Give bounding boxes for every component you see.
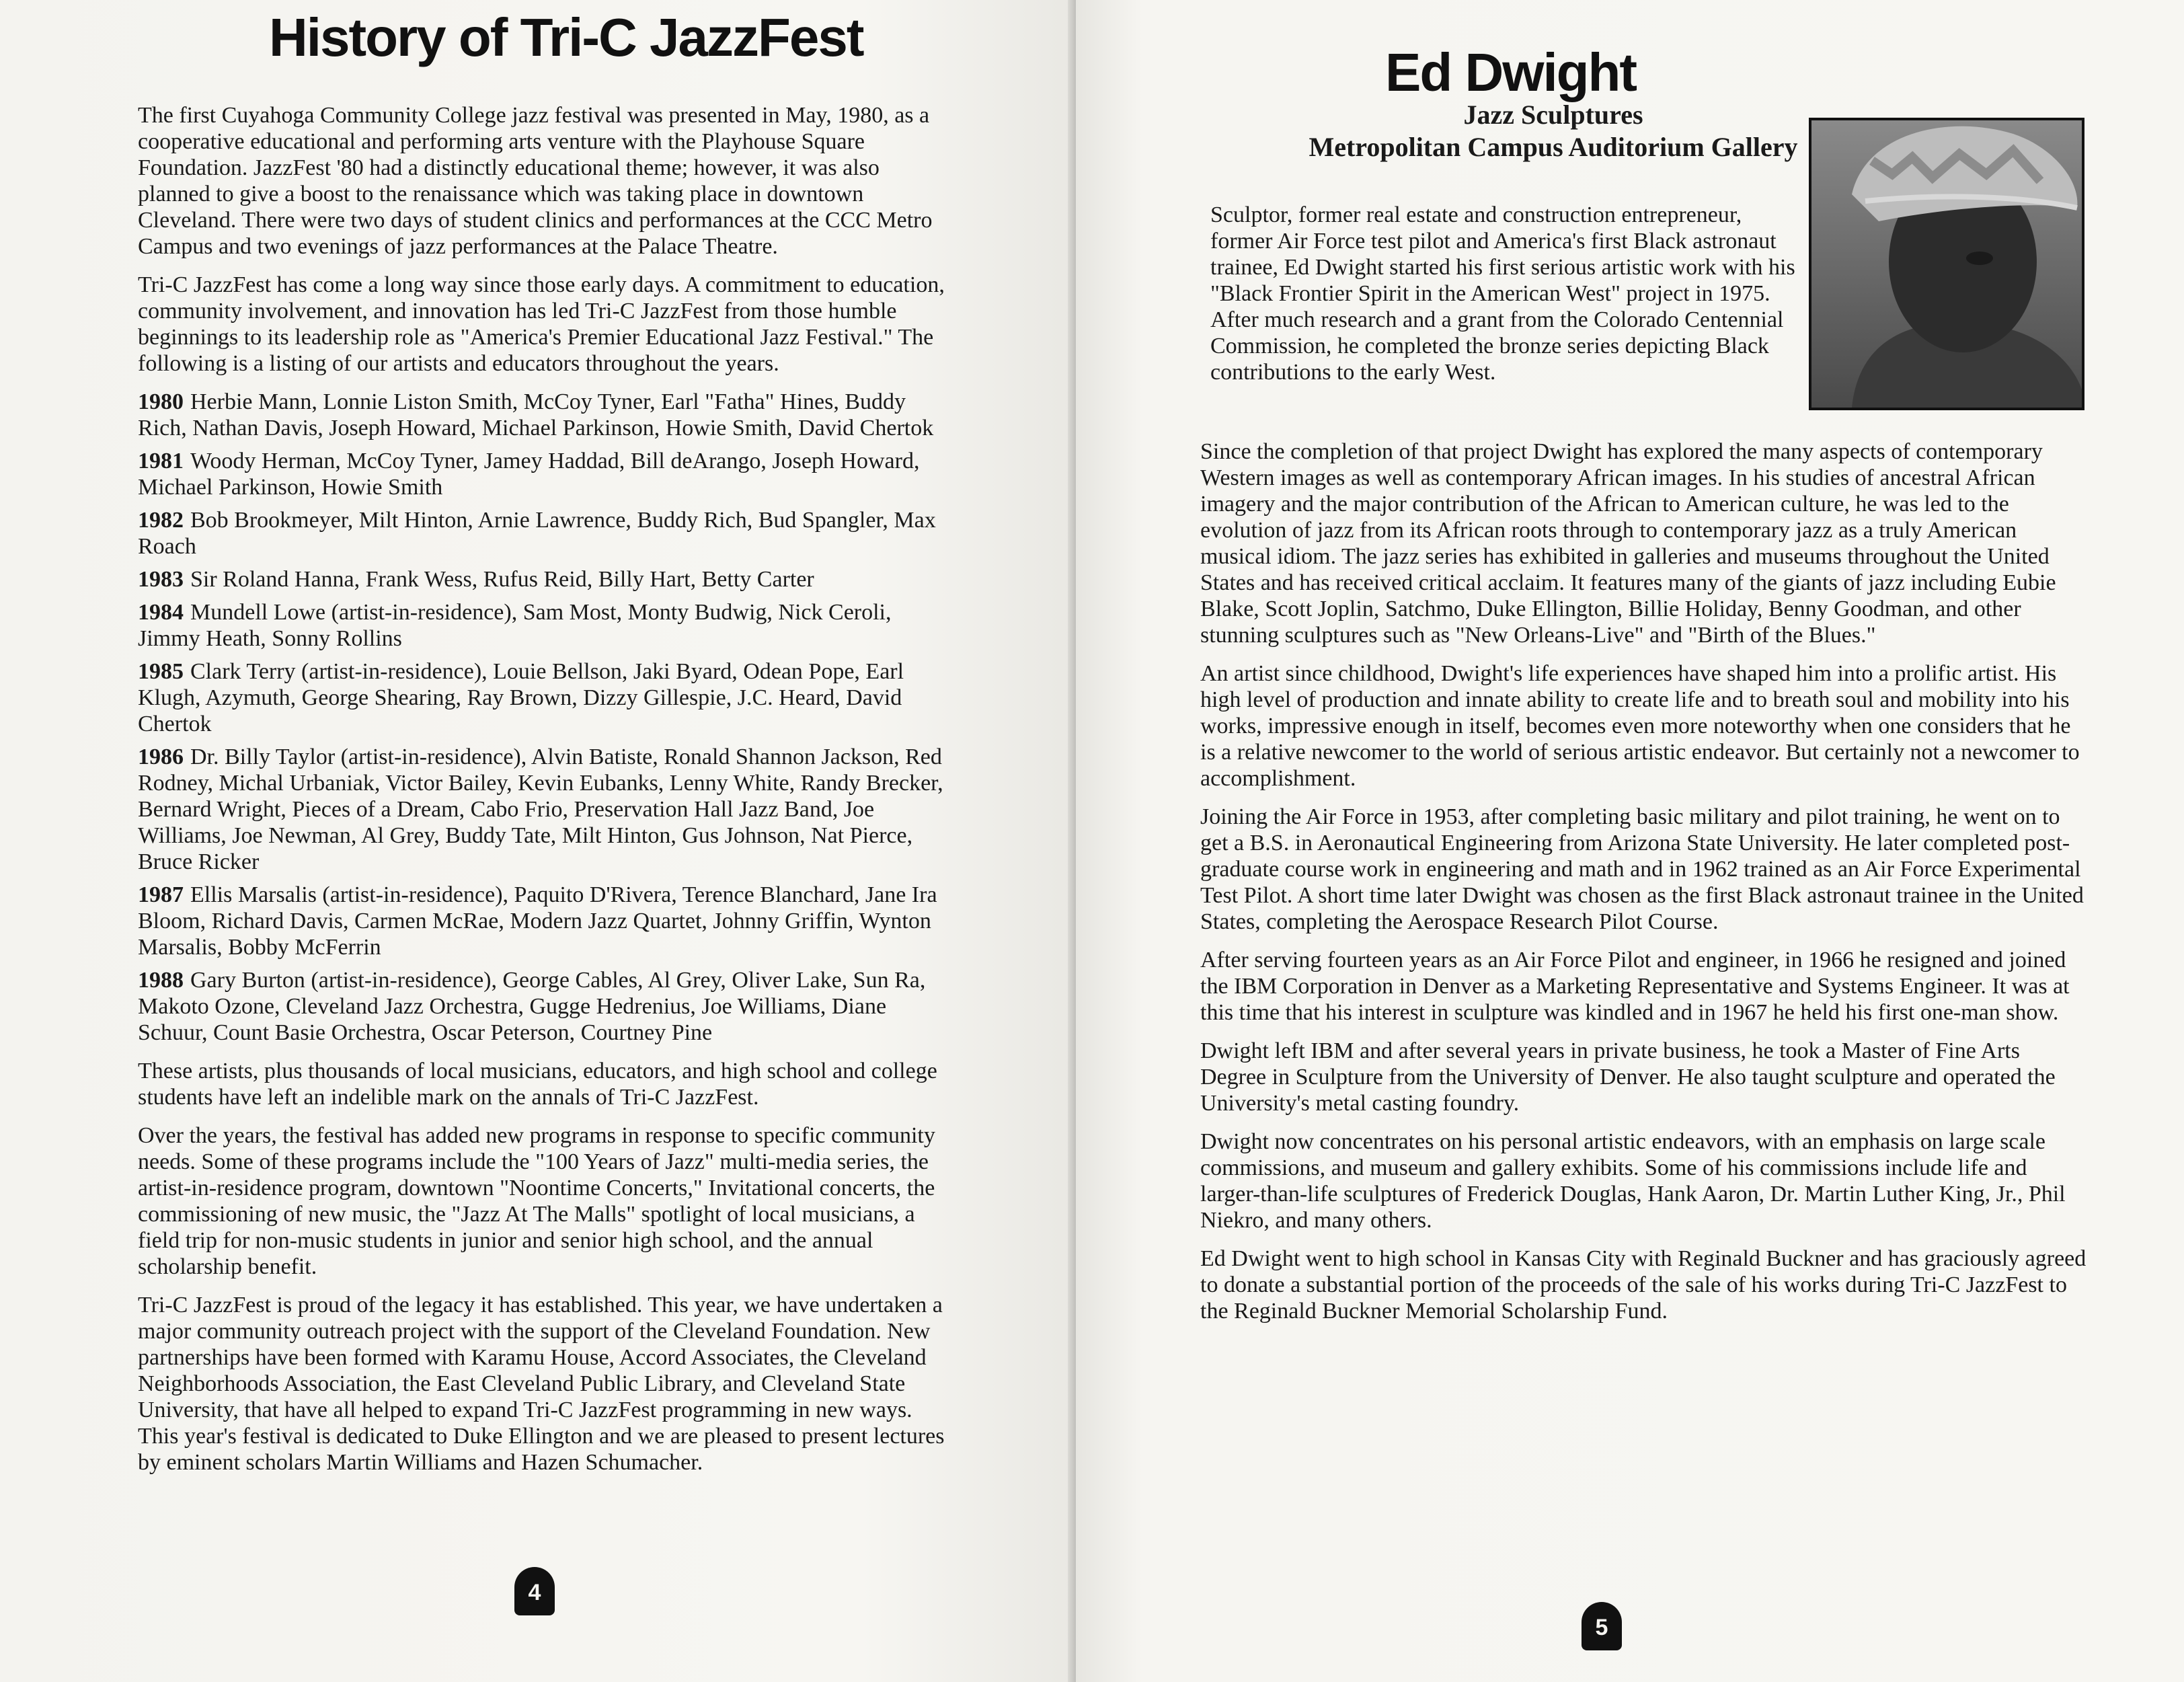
exhibit-subtitle: Jazz Sculptures [1463, 100, 1643, 130]
year-entry [138, 967, 948, 1046]
year-artists: Sir Roland Hanna, Frank Wess, Rufus Reid, Billy Hart, Betty Carter [190, 567, 814, 592]
history-text [138, 102, 948, 1488]
year-entry [138, 658, 948, 737]
bio-paragraph: Dwight left IBM and after several years in private business, he took a Master of Fine Arts Degree in Sculpture from the University of Denver. He also taught sculpture and operated the University's metal casting foundry. [1200, 1038, 2056, 1116]
intro-paragraph: Sculptor, former real estate and construction entrepreneur, former Air Force test pilot and America's first Black astronaut trainee, Ed Dwight started his first serious artistic work with his "Black Frontier Spirit in the American West" project in 1975. After much research and a grant from the Colorado Centennial Commission, he completed the bronze series depicting Black contributions to the early West. [1210, 202, 1795, 385]
year-entry [138, 389, 948, 441]
year-label: 1986 [138, 744, 184, 769]
year-artists: Clark Terry (artist-in-residence), Louie Bellson, Jaki Byard, Odean Pope, Earl Klugh, Azymuth, George Shearing, Ray Brown, Dizzy Gillespie, J.C. Heard, David Chertok [138, 659, 904, 736]
year-label: 1981 [138, 449, 184, 473]
closing-paragraph: These artists, plus thousands of local musicians, educators, and high school and college students have left an indelible mark on the annals of Tri-C JazzFest. [138, 1059, 937, 1110]
year-artists: Gary Burton (artist-in-residence), George Cables, Al Grey, Oliver Lake, Sun Ra, Makoto Ozone, Cleveland Jazz Orchestra, Gugge Hedrenius, Joe Williams, Diane Schuur, Count Basie Orchestra, Oscar Peterson, Courtney Pine [138, 968, 926, 1045]
year-artists: Mundell Lowe (artist-in-residence), Sam Most, Monty Budwig, Nick Ceroli, Jimmy Heath, Sonny Rollins [138, 600, 892, 651]
year-artists: Bob Brookmeyer, Milt Hinton, Arnie Lawrence, Buddy Rich, Bud Spangler, Max Roach [138, 508, 936, 559]
left-page [0, 0, 1076, 1682]
bio-paragraph: After serving fourteen years as an Air Force Pilot and engineer, in 1966 he resigned and joined the IBM Corporation in Denver as a Marketing Representative and Systems Engineer. It was at this time that his interest in sculpture was kindled and in 1967 he held his first one-man show. [1200, 948, 2070, 1025]
year-label: 1984 [138, 600, 184, 625]
biography-text [1200, 438, 2091, 1336]
year-artists: Ellis Marsalis (artist-in-residence), Paquito D'Rivera, Terence Blanchard, Jane Ira Bloom, Richard Davis, Carmen McRae, Modern Jazz Quartet, Johnny Griffin, Wynton Marsalis, Bobby McFerrin [138, 882, 937, 960]
portrait-image [1811, 120, 2082, 408]
intro-paragraph: Tri-C JazzFest has come a long way since those early days. A commitment to education, community involvement, and innovation has led Tri-C JazzFest from those humble beginnings to its leadership role as "America's Premier Educational Jazz Festival." The following is a listing of our artists and educators throughout the years. [138, 272, 945, 376]
year-entry [138, 448, 948, 500]
year-label: 1982 [138, 508, 184, 533]
year-entry [138, 599, 948, 652]
year-entry [138, 882, 948, 960]
year-entry [138, 566, 948, 592]
year-artists: Dr. Billy Taylor (artist-in-residence), Alvin Batiste, Ronald Shannon Jackson, Red Rodney, Michal Urbaniak, Victor Bailey, Kevin Eubanks, Lenny White, Randy Brecker, Bernard Wright, Pieces of a Dream, Cabo Frio, Preservation Hall Jazz Band, Joe Williams, Joe Newman, Al Grey, Buddy Tate, Milt Hinton, Gus Johnson, Nat Pierce, Bruce Ricker [138, 744, 943, 874]
page-number: 5 [1582, 1602, 1622, 1650]
year-label: 1983 [138, 567, 184, 592]
year-artists: Woody Herman, McCoy Tyner, Jamey Haddad, Bill deArango, Joseph Howard, Michael Parkinson, Howie Smith [138, 449, 920, 500]
intro-text [1210, 202, 1809, 385]
year-label: 1985 [138, 659, 184, 684]
bio-paragraph: Ed Dwight went to high school in Kansas City with Reginald Buckner and has graciously agreed to donate a substantial portion of the proceeds of the sale of his works during Tri-C JazzFest to the Reginald Buckner Memorial Scholarship Fund. [1200, 1246, 2086, 1324]
bio-paragraph: Dwight now concentrates on his personal artistic endeavors, with an emphasis on large scale commissions, and museum and gallery exhibits. Some of his commissions include life and larger-than-life sculptures of Frederick Douglas, Hank Aaron, Dr. Martin Luther King, Jr., Phil Niekro, and many others. [1200, 1129, 2066, 1233]
intro-paragraph: The first Cuyahoga Community College jazz festival was presented in May, 1980, as a cooperative educational and performing arts venture with the Playhouse Square Foundation. JazzFest '80 had a distinctly educational theme; however, it was also planned to give a boost to the renaissance which was taking place in downtown Cleveland. There were two days of student clinics and performances at the CCC Metro Campus and two evenings of jazz performances at the Palace Theatre. [138, 103, 933, 259]
year-artists: Herbie Mann, Lonnie Liston Smith, McCoy Tyner, Earl "Fatha" Hines, Buddy Rich, Nathan Davis, Joseph Howard, Michael Parkinson, Howie Smith, David Chertok [138, 389, 934, 441]
closing-paragraph: Over the years, the festival has added new programs in response to specific community needs. Some of these programs include the "100 Years of Jazz" multi-media series, the artist-in-residence program, downtown "Noontime Concerts," Invitational concerts, the commissioning of new music, the "Jazz At The Malls" spotlight of local musicians, a field trip for non-music students in junior and senior high school, and the annual scholarship benefit. [138, 1123, 935, 1279]
year-label: 1980 [138, 389, 184, 414]
page-title: Ed Dwight [1385, 42, 1637, 102]
year-label: 1987 [138, 882, 184, 907]
exhibit-venue: Metropolitan Campus Auditorium Gallery [1309, 132, 1798, 162]
bio-paragraph: Joining the Air Force in 1953, after completing basic military and pilot training, he went on to get a B.S. in Aeronautical Engineering from Arizona State University. He later completed post-graduate course work in engineering and math and in 1962 trained as an Air Force Experimental Test Pilot. A short time later Dwight was chosen as the first Black astronaut trainee in the United States, completing the Aerospace Research Pilot Course. [1200, 804, 2084, 934]
bio-paragraph: An artist since childhood, Dwight's life experiences have shaped him into a prolific artist. His high level of production and innate ability to create life and to breath soul and mobility into his works, impressive enough in itself, becomes even more noteworthy when one considers that he is a relative newcomer to the world of serious artistic endeavor. But certainly not a newcomer to accomplishment. [1200, 661, 2080, 791]
page-title: History of Tri-C JazzFest [269, 7, 863, 67]
year-entry [138, 507, 948, 560]
year-entry [138, 744, 948, 875]
year-label: 1988 [138, 968, 184, 993]
bio-paragraph: Since the completion of that project Dwight has explored the many aspects of contemporary Western images as well as contemporary African images. In his studies of ancestral African imagery and the major contribution of the African to American culture, he was led to the evolution of jazz from its African roots through to contemporary jazz as a truly American musical idiom. The jazz series has exhibited in galleries and museums throughout the United States and has received critical acclaim. It features many of the giants of jazz including Eubie Blake, Scott Joplin, Satchmo, Duke Ellington, Billie Holiday, Benny Goodman, and other stunning sculptures such as "New Orleans-Live" and "Birth of the Blues." [1200, 439, 2056, 648]
closing-paragraph: Tri-C JazzFest is proud of the legacy it has established. This year, we have undertaken a major community outreach project with the support of the Cleveland Foundation. New partnerships have been formed with Karamu House, Accord Associates, the Cleveland Neighborhoods Association, the East Cleveland Public Library, and Cleveland State University, that have all helped to expand Tri-C JazzFest programming in new ways. This year's festival is dedicated to Duke Ellington and we are pleased to present lectures by eminent scholars Martin Williams and Hazen Schumacher. [138, 1293, 945, 1475]
right-page [1076, 0, 2184, 1682]
page-number: 4 [514, 1567, 555, 1615]
portrait-photo [1809, 118, 2084, 410]
